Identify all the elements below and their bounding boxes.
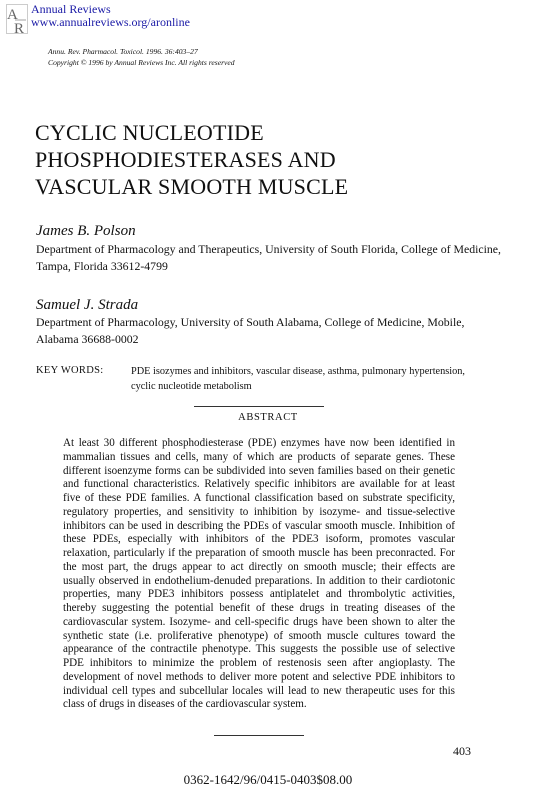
- title-line: VASCULAR SMOOTH MUSCLE: [35, 174, 349, 199]
- article-title: [35, 119, 348, 200]
- site-header: [31, 3, 190, 29]
- title-line: CYCLIC NUCLEOTIDE: [35, 120, 264, 145]
- annual-reviews-logo: [6, 4, 28, 34]
- author-affiliation: Department of Pharmacology, University of South Alabama, College of Medicine, Mobile, Alabama 36688-0002: [36, 315, 465, 346]
- svg-text:A: A: [7, 7, 18, 23]
- annual-reviews-logo-icon: [6, 4, 28, 34]
- author-affiliation: Department of Pharmacology and Therapeutics, University of South Florida, College of Medicine, Tampa, Florida 33612-4799: [36, 242, 501, 273]
- article-code: 0362-1642/96/0415-0403$08.00: [183, 772, 353, 787]
- keywords-label: KEY WORDS:: [36, 365, 104, 376]
- abstract-top-rule: [194, 406, 324, 407]
- citation-block: [48, 46, 235, 68]
- author-name: Samuel J. Strada: [36, 297, 139, 313]
- title-line: PHOSPHODIESTERASES AND: [35, 147, 336, 172]
- keywords-text: PDE isozymes and inhibitors, vascular disease, asthma, pulmonary hypertension, cyclic nucleotide metabolism: [131, 366, 466, 392]
- abstract-heading: ABSTRACT: [238, 412, 298, 423]
- journal-citation: Annu. Rev. Pharmacol. Toxicol. 1996. 36:403–27: [48, 47, 198, 56]
- annual-reviews-link[interactable]: Annual Reviews: [31, 2, 111, 16]
- svg-text:R: R: [14, 21, 25, 34]
- copyright-line: Copyright © 1996 by Annual Reviews Inc. All rights reserved: [48, 58, 235, 67]
- author-name: James B. Polson: [36, 223, 136, 239]
- page-number: 403: [453, 744, 471, 758]
- abstract-body: At least 30 different phosphodiesterase (PDE) enzymes have now been identified in mammalian tissues and cells, many of which are products of separate genes. These different isoenzyme forms can be subdivided into seven families based on their genetic and functional characteristics. Relatively specific inhibitors are available for at least five of these PDE families. A functional classification based on substrate specificity, regulatory properties, and sensitivity to inhibition by isozyme- and tissue-selective inhibitors can be used in describing the PDEs of vascular smooth muscle. Inhibition of these PDEs, especially with inhibitors of the PDE3 isoform, promotes vascular relaxation, particularly if the preparation of smooth muscle has been preconracted. For the most part, the drugs appear to act directly on smooth muscle; their effects are usually observed in endothelium-denuded preparations. In addition to their cardiotonic properties, many PDE3 inhibitors possess antiplatelet and thrombolytic activities, thereby suggesting the potential benefit of these drugs in treating diseases of the cardiovascular system. Isozyme- and cell-specific drugs have been shown to alter the synthetic state (i.e. proliferative phenotype) of smooth muscle cultures toward the appearance of the contractile phenotype. This suggests the possible use of selective PDE inhibitors to minimize the problem of restenosis seen after angioplasty. The development of novel methods to deliver more potent and selective PDE inhibitors to individual cell types and subcellular locales will lead to new therapeutic uses for this class of drugs in diseases of the cardiovascular system.: [63, 437, 455, 711]
- abstract-bottom-rule: [214, 735, 304, 736]
- aronline-url-link[interactable]: www.annualreviews.org/aronline: [31, 15, 190, 29]
